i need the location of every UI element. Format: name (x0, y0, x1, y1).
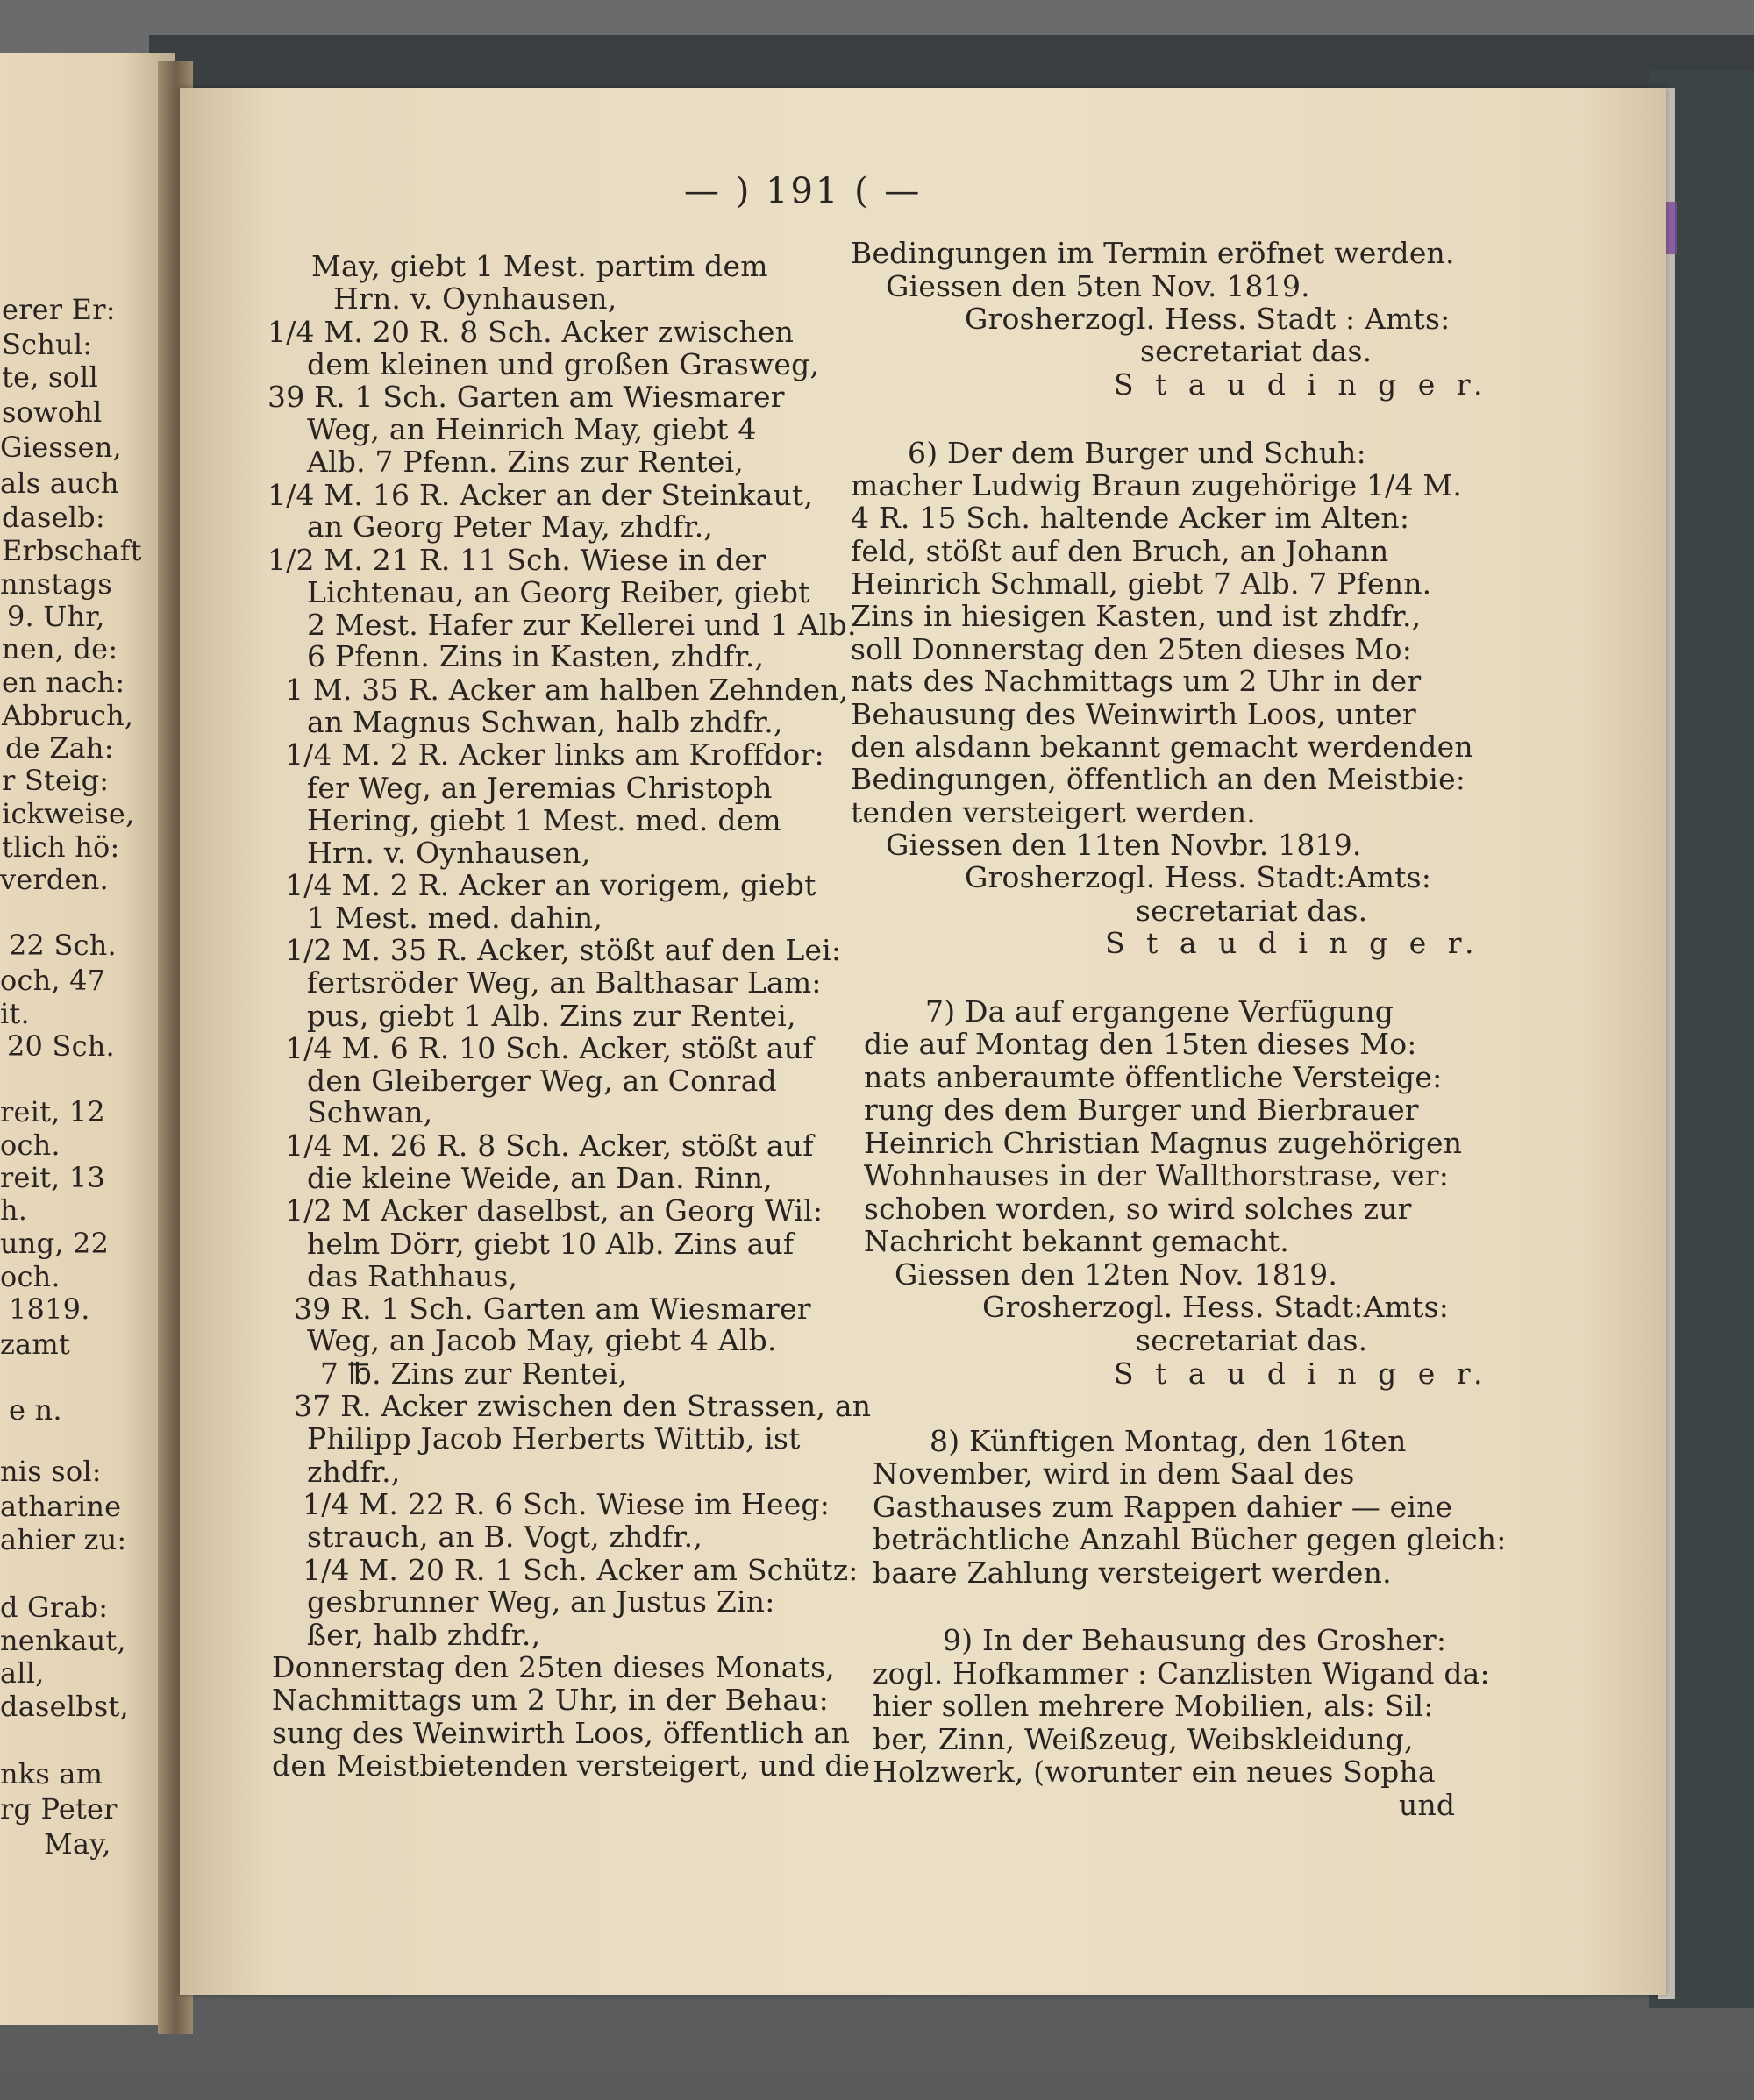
text-line: 39 R. 1 Sch. Garten am Wiesmarer (267, 380, 785, 414)
text-line: 1/4 M. 2 R. Acker links am Kroffdor: (285, 737, 824, 772)
text-line: Grosherzogl. Hess. Stadt : Amts: (965, 302, 1451, 336)
text-line: Abbruch, (2, 699, 134, 732)
text-line: Heinrich Christian Magnus zugehörigen (864, 1126, 1463, 1160)
text-line: strauch, an B. Vogt, zhdfr., (307, 1520, 703, 1554)
text-line: sowohl (2, 395, 103, 429)
text-line: all, (0, 1656, 45, 1690)
text-line: S t a u d i n g e r. (1114, 1356, 1489, 1391)
text-line: die auf Montag den 15ten dieses Mo: (864, 1027, 1417, 1061)
text-line: als auch (0, 466, 119, 500)
text-line: de Zah: (5, 731, 114, 765)
text-line: November, wird in dem Saal des (873, 1456, 1355, 1491)
text-line: erer Er: (2, 293, 116, 326)
text-line: Alb. 7 Pfenn. Zins zur Rentei, (307, 445, 744, 479)
text-line: zhdfr., (307, 1455, 401, 1489)
text-line: och. (0, 1128, 61, 1162)
text-line: Grosherzogl. Hess. Stadt:Amts: (965, 860, 1432, 894)
text-line: secretariat das. (1140, 334, 1373, 368)
text-line: 22 Sch. (9, 929, 117, 962)
text-line: Giessen, (0, 431, 122, 464)
text-line: reit, 13 (0, 1161, 105, 1194)
text-line: macher Ludwig Braun zugehörige 1/4 M. (851, 468, 1463, 502)
text-line: r Steig: (2, 764, 110, 797)
text-line: Giessen den 5ten Nov. 1819. (886, 269, 1310, 303)
text-line: e n. (9, 1393, 62, 1427)
text-line: soll Donnerstag den 25ten dieses Mo: (851, 632, 1413, 666)
text-line: Schwan, (307, 1095, 433, 1129)
text-line: Bedingungen, öffentlich an den Meistbie: (851, 762, 1466, 796)
text-line: Schul: (2, 328, 93, 361)
text-line: 1/2 M. 35 R. Acker, stößt auf den Lei: (285, 933, 842, 967)
text-line: beträchtliche Anzahl Bücher gegen gleich: (873, 1522, 1507, 1556)
page-number: — ) 191 ( — (684, 171, 923, 211)
text-line: Grosherzogl. Hess. Stadt:Amts: (982, 1290, 1450, 1324)
text-line: Philipp Jacob Herberts Wittib, ist (307, 1421, 801, 1456)
text-line: Heinrich Schmall, giebt 7 Alb. 7 Pfenn. (851, 566, 1432, 601)
text-line: 1/4 M. 6 R. 10 Sch. Acker, stößt auf (285, 1031, 814, 1065)
text-line: ung, 22 (0, 1227, 110, 1260)
text-line: schoben worden, so wird solches zur (864, 1192, 1412, 1226)
text-line: Lichtenau, an Georg Reiber, giebt (307, 575, 810, 609)
text-line: fer Weg, an Jeremias Christoph (307, 771, 773, 805)
text-line: Hrn. v. Oynhausen, (333, 281, 617, 316)
left-page (0, 53, 175, 2025)
text-line: sung des Weinwirth Loos, öffentlich an (272, 1716, 851, 1750)
text-line: ßer, halb zhdfr., (307, 1618, 541, 1652)
text-line: Zins in hiesigen Kasten, und ist zhdfr., (851, 599, 1422, 633)
text-line: den Gleiberger Weg, an Conrad (307, 1064, 777, 1098)
text-line: baare Zahlung versteigert werden. (873, 1555, 1392, 1590)
text-line: 1819. (9, 1292, 90, 1326)
text-line: en nach: (2, 666, 125, 699)
text-line: und (1399, 1788, 1456, 1822)
text-line: May, giebt 1 Mest. partim dem (311, 249, 768, 283)
text-line: te, soll (2, 360, 98, 394)
text-line: secretariat das. (1136, 893, 1368, 928)
text-line: 1/4 M. 2 R. Acker an vorigem, giebt (285, 868, 816, 902)
text-line: 39 R. 1 Sch. Garten am Wiesmarer (294, 1292, 811, 1326)
text-line: 1 M. 35 R. Acker am halben Zehnden, (285, 673, 849, 707)
text-line: 1/2 M. 21 R. 11 Sch. Wiese in der (267, 543, 766, 577)
text-line: nis sol: (0, 1455, 102, 1488)
text-line: 1/4 M. 26 R. 8 Sch. Acker, stößt auf (285, 1128, 814, 1163)
text-line: May, (44, 1827, 111, 1861)
text-line: Hering, giebt 1 Mest. med. dem (307, 803, 781, 837)
text-line: Behausung des Weinwirth Loos, unter (851, 697, 1416, 731)
text-line: d Grab: (0, 1591, 109, 1624)
text-line: 8) Künftigen Montag, den 16ten (930, 1424, 1407, 1458)
text-line: das Rathhaus, (307, 1259, 518, 1293)
text-line: 6 Pfenn. Zins in Kasten, zhdfr., (307, 639, 765, 673)
text-line: tenden versteigert werden. (851, 795, 1256, 829)
text-line: atharine (0, 1490, 122, 1523)
text-line: 9) In der Behausung des Grosher: (943, 1623, 1447, 1657)
text-line: reit, 12 (0, 1095, 105, 1128)
text-line: 9. Uhr, (7, 600, 105, 633)
text-line: secretariat das. (1136, 1323, 1368, 1357)
text-line: den Meistbietenden versteigert, und die (272, 1748, 871, 1783)
text-line: Erbschaft (2, 534, 142, 567)
text-line: 1/4 M. 16 R. Acker an der Steinkaut, (267, 478, 814, 512)
text-line: Wohnhauses in der Wallthorstrase, ver: (864, 1158, 1450, 1192)
text-line: h. (0, 1193, 28, 1227)
text-line: 7 ℔. Zins zur Rentei, (320, 1356, 628, 1391)
text-line: hier sollen mehrere Mobilien, als: Sil: (873, 1689, 1434, 1723)
text-line: nenkaut, (0, 1624, 126, 1657)
text-line: 4 R. 15 Sch. haltende Acker im Alten: (851, 501, 1410, 535)
text-line: S t a u d i n g e r. (1114, 367, 1489, 402)
text-line: tlich hö: (2, 830, 120, 864)
text-line: nen, de: (2, 632, 118, 666)
text-line: 1/4 M. 22 R. 6 Sch. Wiese im Heeg: (303, 1487, 831, 1521)
text-line: 2 Mest. Hafer zur Kellerei und 1 Alb. (307, 608, 857, 642)
text-line: daselbst, (0, 1690, 129, 1723)
text-line: zamt (0, 1328, 70, 1361)
text-line: 37 R. Acker zwischen den Strassen, an (294, 1389, 872, 1423)
text-line: Weg, an Jacob May, giebt 4 Alb. (307, 1323, 777, 1357)
text-line: ahier zu: (0, 1523, 127, 1556)
text-line: Hrn. v. Oynhausen, (307, 836, 591, 870)
text-line: 20 Sch. (7, 1029, 115, 1063)
text-line: Nachricht bekannt gemacht. (864, 1224, 1289, 1258)
text-line: S t a u d i n g e r. (1105, 926, 1480, 960)
text-line: 1/4 M. 20 R. 8 Sch. Acker zwischen (267, 315, 795, 349)
text-line: zogl. Hofkammer : Canzlisten Wigand da: (873, 1656, 1490, 1691)
text-line: gesbrunner Weg, an Justus Zin: (307, 1584, 775, 1619)
text-line: Giessen den 12ten Nov. 1819. (895, 1257, 1338, 1292)
text-line: Nachmittags um 2 Uhr, in der Behau: (272, 1683, 829, 1717)
text-line: feld, stößt auf den Bruch, an Johann (851, 534, 1389, 568)
text-line: verden. (0, 863, 109, 896)
text-line: den alsdann bekannt gemacht werdenden (851, 730, 1473, 764)
text-line: dem kleinen und großen Grasweg, (307, 347, 820, 381)
text-line: helm Dörr, giebt 10 Alb. Zins auf (307, 1227, 795, 1261)
text-line: Weg, an Heinrich May, giebt 4 (307, 412, 757, 446)
text-line: fertsröder Weg, an Balthasar Lam: (307, 965, 822, 1000)
text-line: pus, giebt 1 Alb. Zins zur Rentei, (307, 999, 796, 1033)
text-line: nats des Nachmittags um 2 Uhr in der (851, 664, 1422, 698)
text-line: 1/2 M Acker daselbst, an Georg Wil: (285, 1193, 824, 1228)
text-line: nats anberaumte öffentliche Versteige: (864, 1060, 1443, 1094)
text-line: Giessen den 11ten Novbr. 1819. (886, 828, 1362, 862)
text-line: an Magnus Schwan, halb zhdfr., (307, 705, 783, 739)
text-line: och. (0, 1260, 61, 1293)
text-line: nks am (0, 1757, 103, 1790)
text-line: daselb: (2, 501, 105, 534)
text-line: och, 47 (0, 964, 106, 997)
text-line: Bedingungen im Termin eröfnet werden. (851, 236, 1455, 270)
bookmark-ribbon (1665, 202, 1677, 254)
text-line: Gasthauses zum Rappen dahier — eine (873, 1490, 1453, 1524)
text-line: ickweise, (2, 797, 135, 830)
text-line: 6) Der dem Burger und Schuh: (908, 436, 1366, 470)
text-line: an Georg Peter May, zhdfr., (307, 509, 714, 544)
text-line: 1/4 M. 20 R. 1 Sch. Acker am Schütz: (303, 1553, 859, 1587)
text-line: 1 Mest. med. dahin, (307, 901, 603, 935)
text-line: ber, Zinn, Weißzeug, Weibskleidung, (873, 1722, 1414, 1756)
text-line: 7) Da auf ergangene Verfügung (925, 994, 1394, 1029)
text-line: Donnerstag den 25ten dieses Monats, (272, 1650, 835, 1684)
text-line: rg Peter (0, 1792, 118, 1826)
text-line: rung des dem Burger und Bierbrauer (864, 1093, 1419, 1127)
text-line: it. (0, 997, 30, 1030)
text-line: Holzwerk, (worunter ein neues Sopha (873, 1755, 1436, 1789)
text-line: nnstags (0, 567, 112, 601)
text-line: die kleine Weide, an Dan. Rinn, (307, 1161, 773, 1195)
